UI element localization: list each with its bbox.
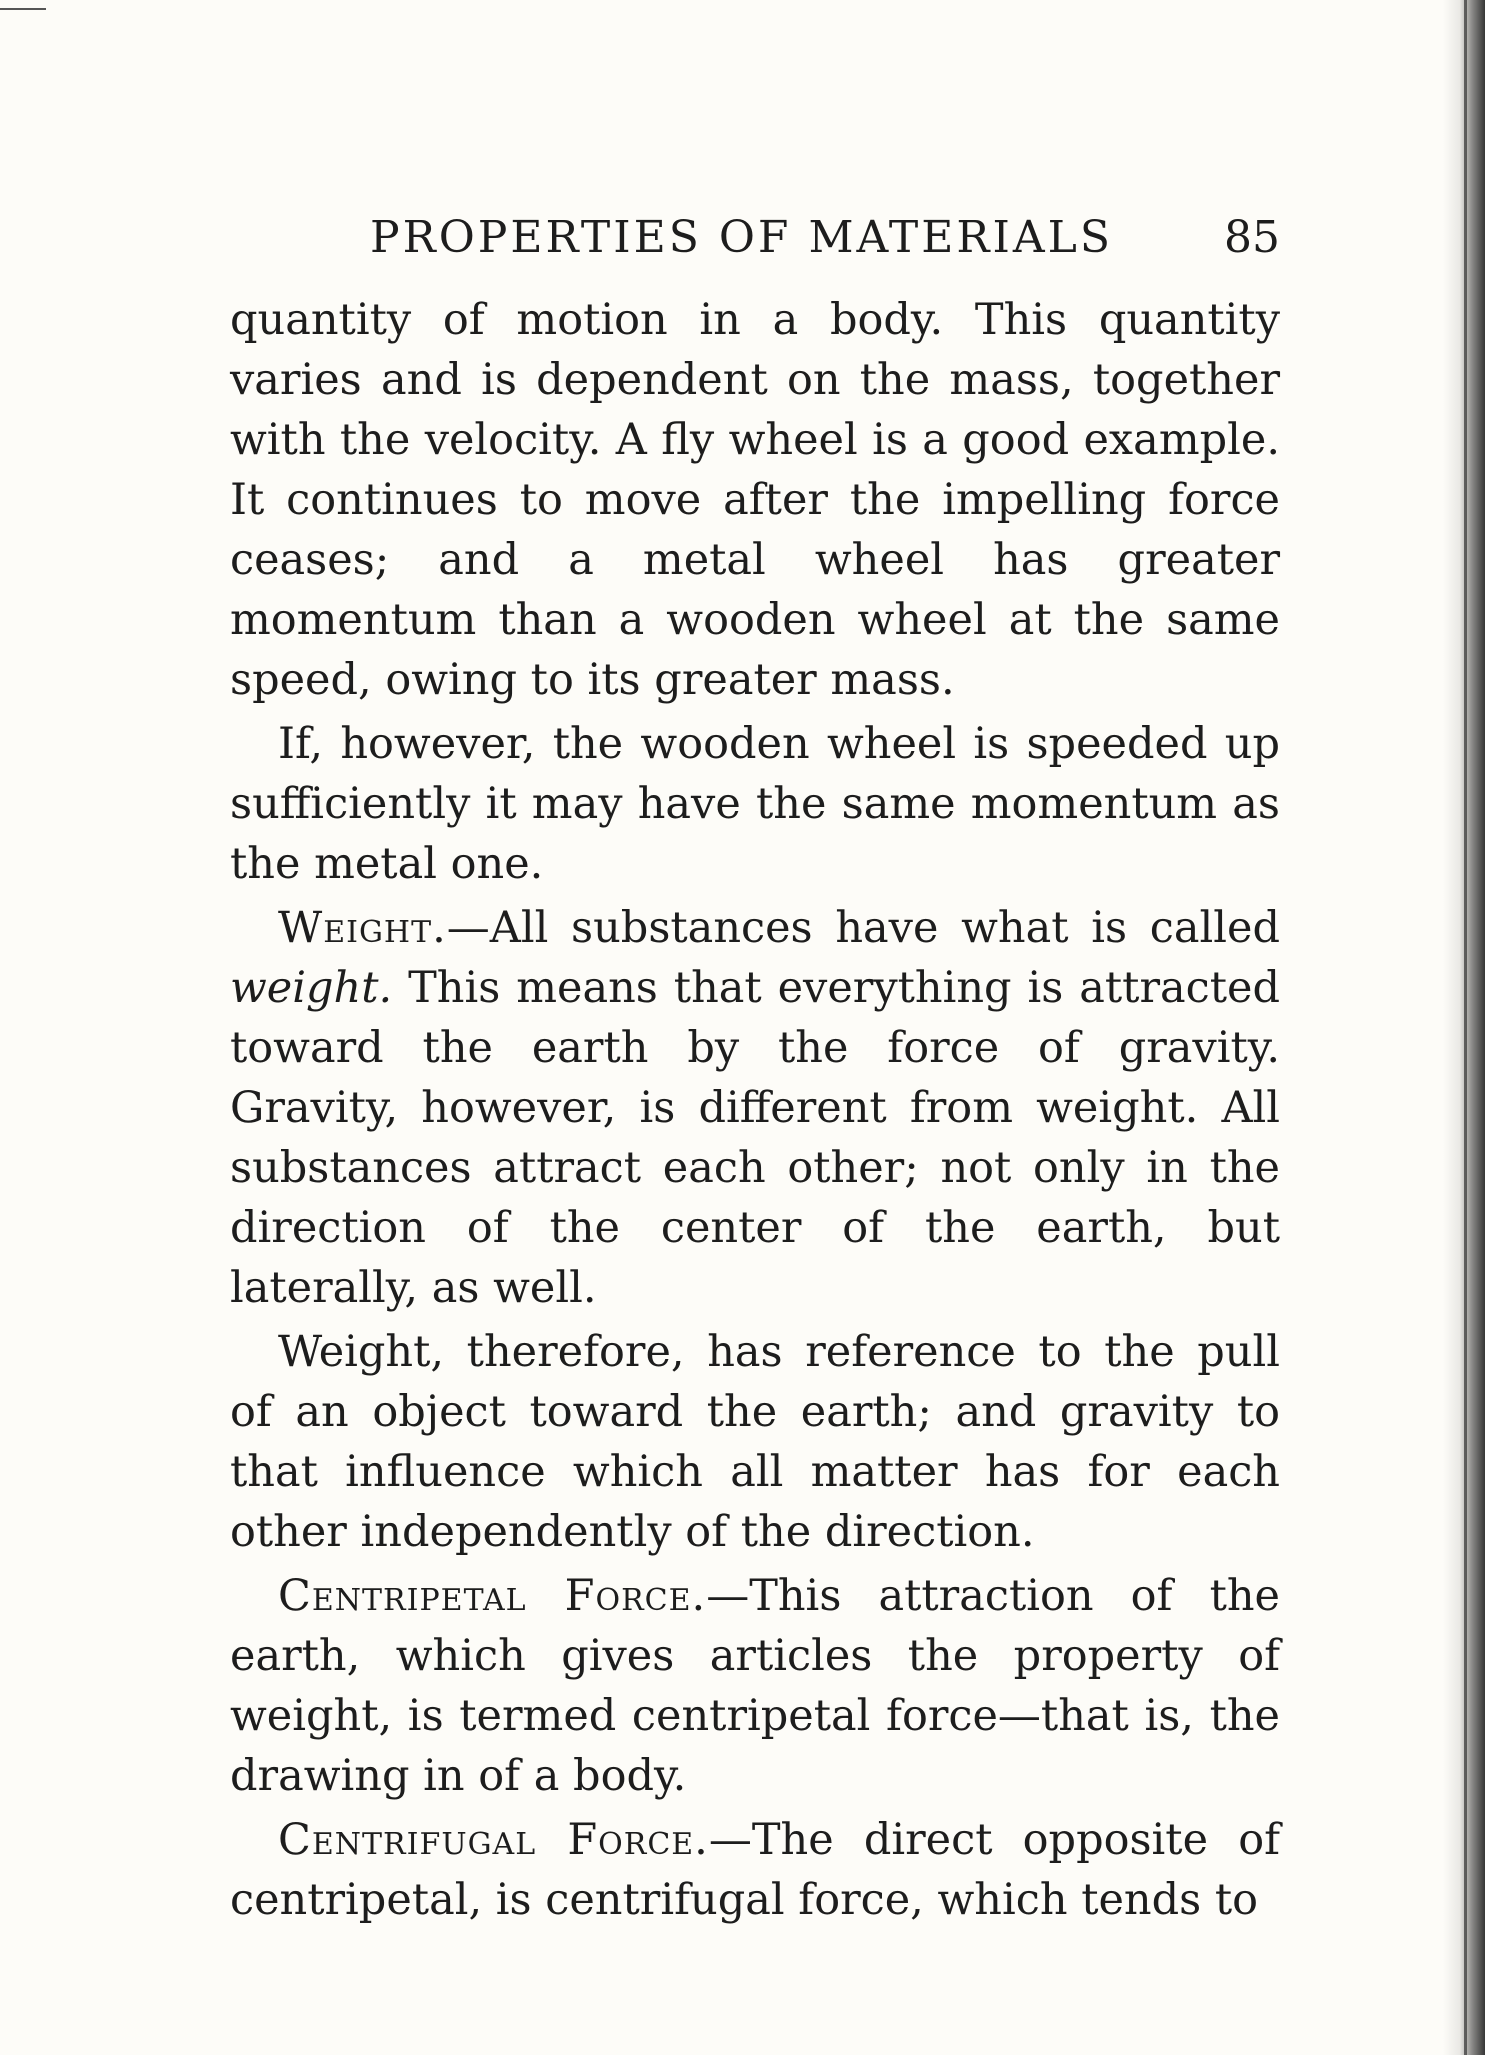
paragraph-text-pre: All substances have what is called <box>489 903 1280 953</box>
paragraph-weight-gravity <box>230 1322 1280 1562</box>
heading-dash: — <box>706 1571 750 1621</box>
italic-term-weight: weight. <box>230 963 393 1013</box>
running-head <box>230 205 1280 271</box>
page-number: 85 <box>1224 212 1280 263</box>
paragraph-momentum-continued <box>230 290 1280 710</box>
body-text <box>230 290 1280 1930</box>
top-edge-mark <box>0 8 46 10</box>
paragraph-wooden-wheel <box>230 714 1280 894</box>
heading-dash: — <box>446 903 490 953</box>
running-title: PROPERTIES OF MATERIALS <box>370 212 1113 263</box>
paragraph-text: This attraction of the earth, which gives articles the property of weight, is termed centripetal force—that is, the drawing in of a body. <box>230 1571 1280 1801</box>
binding-edge <box>1464 0 1467 2055</box>
paragraph-weight <box>230 898 1280 1318</box>
paragraph-centripetal-force <box>230 1566 1280 1806</box>
paragraph-text: Weight, therefore, has reference to the pull of an object toward the earth; and gravity to that influence which all matter has for each other independently of the direction. <box>230 1327 1280 1557</box>
paragraph-text: The direct opposite of centripetal, is centrifugal force, which tends to <box>230 1815 1280 1925</box>
section-heading-centrifugal: Centrifugal Force. <box>278 1815 709 1865</box>
heading-dash: — <box>708 1815 752 1865</box>
paragraph-text-post: This means that everything is attracted toward the earth by the force of gravity. Gravity, however, is different from weight. All substances attract each other; not only in the direction of the center of the earth, but laterally, as well. <box>230 963 1280 1313</box>
paragraph-text: quantity of motion in a body. This quantity varies and is dependent on the mass, together with the velocity. A fly wheel is a good example. It continues to move after the impelling force ceases; and a metal wheel has greater momentum than a wooden wheel at the same speed, owing to its greater mass. <box>230 295 1280 705</box>
section-heading-weight: Weight. <box>278 903 447 953</box>
paragraph-text: If, however, the wooden wheel is speeded up sufficiently it may have the same momentum as the metal one. <box>230 719 1280 889</box>
paragraph-centrifugal-force <box>230 1810 1280 1930</box>
section-heading-centripetal: Centripetal Force. <box>278 1571 707 1621</box>
